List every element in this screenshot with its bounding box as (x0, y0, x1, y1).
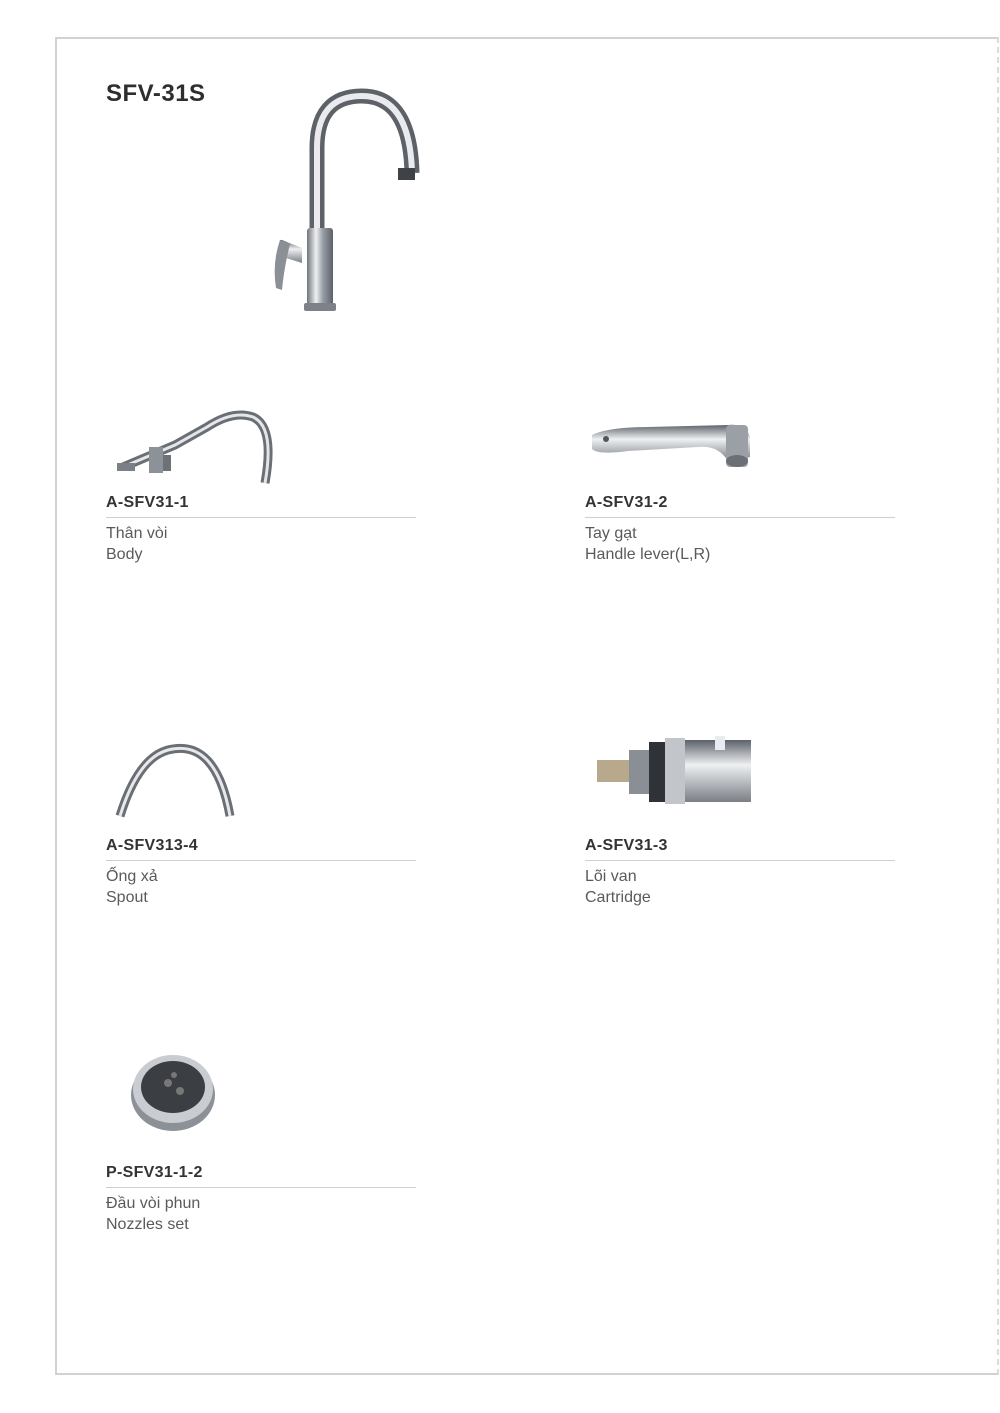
faucet-body-icon (115, 405, 275, 490)
part-name-vi: Tay gạt (585, 525, 637, 542)
nozzle-icon (128, 1045, 218, 1135)
spout-icon (112, 740, 242, 822)
part-name-en: Cartridge (585, 889, 651, 906)
part-code: A-SFV31-1 (106, 494, 416, 518)
part-name-vi: Đầu vòi phun (106, 1195, 201, 1212)
part-card-cartridge (585, 837, 895, 908)
product-model-title: SFV-31S (106, 80, 206, 107)
part-name-vi: Thân vòi (106, 525, 168, 542)
cartridge-icon (595, 732, 755, 810)
part-code: A-SFV31-2 (585, 494, 895, 518)
part-name-en: Body (106, 546, 143, 563)
part-name-en: Spout (106, 889, 148, 906)
part-card-body (106, 494, 416, 565)
part-name-en: Nozzles set (106, 1216, 189, 1233)
part-card-handle-lever (585, 494, 895, 565)
part-card-nozzle (106, 1164, 416, 1235)
part-code: P-SFV31-1-2 (106, 1164, 416, 1188)
handle-lever-icon (588, 415, 763, 475)
part-name-en: Handle lever(L,R) (585, 546, 711, 563)
part-card-spout (106, 837, 416, 908)
part-code: A-SFV313-4 (106, 837, 416, 861)
part-code: A-SFV31-3 (585, 837, 895, 861)
faucet-product-image (262, 88, 432, 318)
part-name-vi: Ống xả (106, 868, 158, 885)
part-name-vi: Lõi van (585, 868, 637, 885)
